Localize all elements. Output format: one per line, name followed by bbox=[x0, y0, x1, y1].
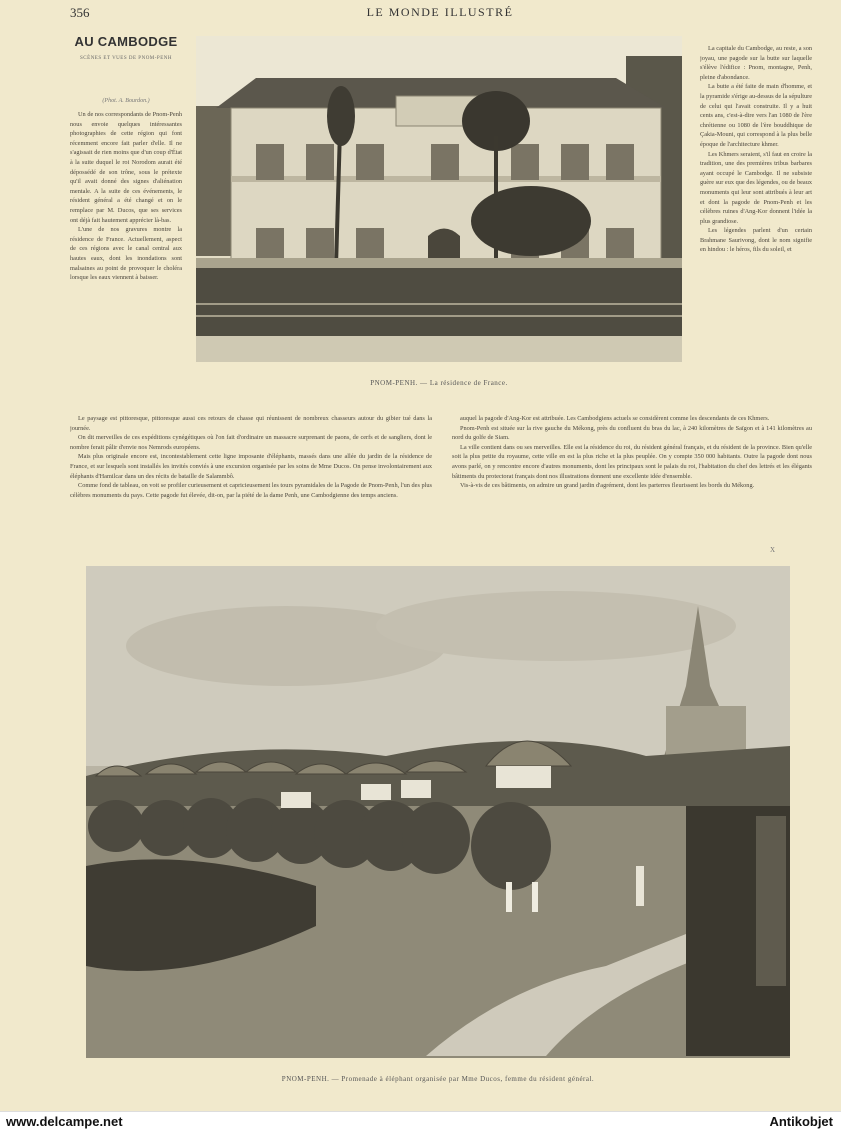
page-number: 356 bbox=[70, 5, 90, 20]
paragraph: La butte a été faite de main d'homme, et la pyramide s'érige au-dessus de la sépulture de celui qui l'avait construite. Il y a huit cents ans, c'est-à-dire vers l'an 1080 de l'ère chrétienne ou 1080 de l'ère bouddhique de Çakia-Mouni, qui correspond à la plus belle époque de l'architecture khmer. bbox=[700, 83, 812, 148]
paragraph: L'une de nos gravures montre la résidence de France. Actuellement, aspect de ces régions avec le canal central aux hautes eaux, dont les inondations sont malsaines au point de provoquer le choléra lorsque les eaux viennent à baisser. bbox=[70, 226, 182, 282]
caption-bottom bbox=[86, 1075, 790, 1083]
caption-bottom-text: Promenade à éléphant organisée par Mme Ducos, femme du résident général. bbox=[341, 1075, 595, 1083]
article-headline: AU CAMBODGE bbox=[74, 34, 178, 49]
elephant-engraving bbox=[86, 566, 790, 1058]
caption-top-text: La résidence de France. bbox=[429, 379, 508, 387]
paragraph: On dit merveilles de ces expéditions cynégétiques où l'on fait d'ordinaire un massacre surprenant de paons, de cerfs et de sangliers, dont le nombre ferait pâlir d'envie nos Nemrods européens. bbox=[70, 434, 432, 451]
watermark-right: Antikobjet bbox=[769, 1114, 833, 1129]
text-column-lower-right bbox=[452, 414, 812, 544]
paragraph: auquel la pagode d'Ang-Kor est attribuée. Les Cambodgiens actuels se considèrent comme les descendants de ces Khmers. bbox=[460, 415, 770, 422]
paragraph: Les Khmers seraient, s'il faut en croire la tradition, une des premières tribus barbares ayant occupé le Cambodge. Il ne subsiste guère sur eux que des légendes, ou de beaux monuments qui leur sont attribués à leur art et dont la pagode de Pnom-Penh et les célèbres ruines d'Ang-Kor donnent l'idée la plus grandiose. bbox=[700, 150, 812, 225]
paragraph: Vis-à-vis de ces bâtiments, on admire un grand jardin d'agrément, dont les parterres fleurissent les bords du Mékong. bbox=[460, 482, 755, 490]
paragraph: Un de nos correspondants de Pnom-Penh nous envoie quelques intéressantes photographies de cette région qui font récemment encore fait parler d'elle. Il ne s'agissait de rien moins que d'un coup d'État à la suite duquel le roi Norodom aurait été dépossédé de son trône, sous le prétexte qu'il avait donné des signes d'aliénation mentale. A la suite de ces événements, le résident général a été changé et on le remplace par M. Ducos, que ses services ont déjà fait hautement apprécier là-bas. bbox=[70, 111, 182, 224]
paragraph: La ville contient dans ou ses merveilles. Elle est la résidence du roi, du résident général français, et du résident de la province. Bien qu'elle soit la plus petite du royaume, cette ville en est la plus riche et la plus peuplée. On y compte 350 000 habitants. Outre la pagode dont nous avons parlé, on y rencontre encore d'autres monuments, dont les principaux sont le palais du roi, l'habitation du chef des lettrés et les élégants bâtiments du protectorat français dont nos illustrations donnent une excellente idée d'ensemble. bbox=[452, 443, 812, 480]
residence-engraving bbox=[196, 36, 682, 362]
photo-credit: (Phot. A. Bourdon.) bbox=[102, 98, 150, 104]
section-marker: X bbox=[770, 546, 776, 554]
watermark-bar bbox=[0, 1111, 841, 1132]
paragraph: Mais plus originale encore est, incontestablement cette ligne imposante d'éléphants, massés dans une allée du jardin de la résidence de France, et sur lesquels sont installés les invités conviés à une excursion organisée par les soins de Mme Ducos. On pense involontairement aux éléphants d'Hamilcar dans un des récits de bataille de Salammbô. bbox=[70, 453, 432, 480]
caption-bottom-lead: PNOM-PENH. — bbox=[281, 1075, 340, 1083]
caption-top-lead: PNOM-PENH. — bbox=[370, 379, 428, 387]
text-column-lower-left bbox=[70, 414, 432, 544]
journal-title: LE MONDE ILLUSTRÉ bbox=[366, 5, 514, 19]
article-subhead: SCÈNES ET VUES DE PNOM-PENH bbox=[80, 56, 172, 61]
paragraph: Pnom-Penh est située sur la rive gauche du Mékong, près du confluent du bras du lac, à 240 kilomètres de Saïgon et à 141 kilomètres au nord du golfe de Siam. bbox=[452, 424, 812, 442]
caption-top bbox=[196, 379, 682, 387]
text-column-left bbox=[70, 110, 182, 402]
text-column-right bbox=[700, 44, 812, 402]
paragraph: La capitale du Cambodge, au reste, a son joyau, une pagode sur la butte sur laquelle s'élève l'édifice : Pnom, montagne, Penh, pleine d'abondance. bbox=[700, 45, 812, 81]
photo-residence-de-france bbox=[196, 36, 682, 362]
running-head bbox=[70, 5, 810, 21]
paragraph: Comme fond de tableau, on voit se profiler curieusement et capricieusement les tours pyramidales de la Pagode de Pnom-Penh, l'un des plus célèbres monuments du pays. Cette pagode fut élevée, dit-on, par la piété de la dame Penh, une Cambodgienne des temps anciens. bbox=[70, 482, 432, 499]
watermark-left: www.delcampe.net bbox=[6, 1114, 123, 1129]
paragraph: Les légendes parlent d'un certain Brahmane Saurivong, dont le nom signifie en hindou : le héros, fils du soleil, et bbox=[700, 227, 812, 254]
photo-elephant-promenade bbox=[86, 566, 790, 1058]
paragraph: Le paysage est pittoresque, pittoresque aussi ces retours de chasse qui réunissent de nombreux chasseurs autour du gibier tué dans la journée. bbox=[70, 415, 432, 432]
